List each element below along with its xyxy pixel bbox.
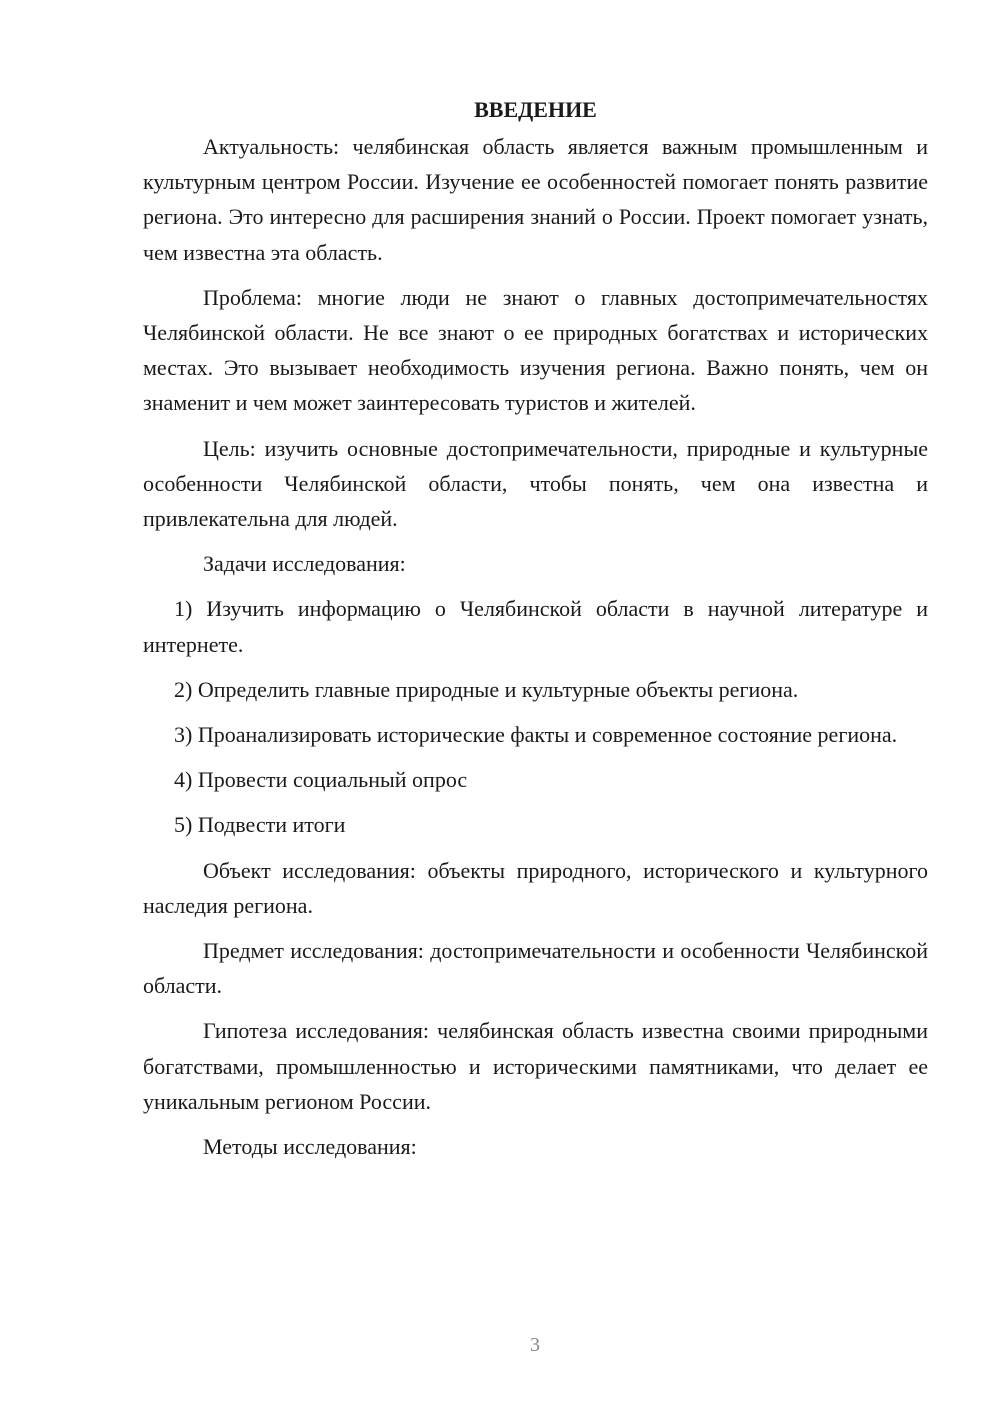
section-heading: ВВЕДЕНИЕ: [474, 97, 597, 122]
paragraph-methods: Методы исследования:: [203, 1134, 417, 1160]
paragraph-relevance: Актуальность: челябинская область является важным промышленным и культурным центром России. Изучение ее особенностей помогает понять развитие региона. Это интересно для расширения знаний о России. Проект помогает узнать, чем известна эта область.: [143, 134, 928, 265]
task-item-4: 4) Провести социальный опрос: [174, 767, 468, 793]
paragraph-hypothesis: Гипотеза исследования: челябинская область известна своими природными богатствами, промышленностью и историческими памятниками, что делает ее уникальным регионом России.: [143, 1018, 928, 1114]
paragraph-goal: Цель: изучить основные достопримечательности, природные и культурные особенности Челябинской области, чтобы понять, чем она известна и привлекательна для людей.: [143, 435, 928, 532]
paragraph-object: Объект исследования: объекты природного, исторического и культурного наследия региона.: [143, 857, 928, 918]
document-page: [143, 95, 928, 1174]
page-number: 3: [530, 1334, 540, 1356]
task-item-3: 3) Проанализировать исторические факты и современное состояние региона.: [174, 722, 898, 748]
task-item-2: 2) Определить главные природные и культурные объекты региона.: [174, 676, 799, 702]
task-item-1: 1) Изучить информацию о Челябинской области в научной литературе и интернете.: [143, 596, 928, 657]
task-item-5: 5) Подвести итоги: [174, 812, 346, 838]
paragraph-tasks-title: Задачи исследования:: [203, 551, 406, 577]
paragraph-subject: Предмет исследования: достопримечательности и особенности Челябинской области.: [143, 938, 928, 999]
paragraph-problem: Проблема: многие люди не знают о главных достопримечательностях Челябинской области. Не все знают о ее природных богатствах и исторических местах. Это вызывает необходимость изучения региона. Важно понять, чем он знаменит и чем может заинтересовать туристов и жителей.: [143, 284, 928, 416]
